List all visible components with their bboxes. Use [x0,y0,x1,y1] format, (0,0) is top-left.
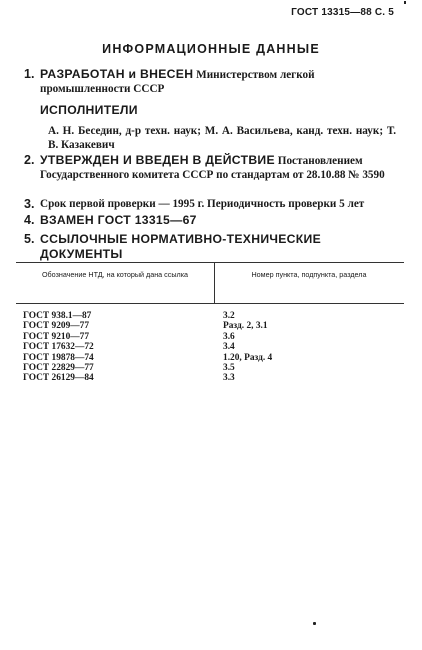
item-heading: ВЗАМЕН ГОСТ 13315—67 [40,213,197,227]
table-body [16,311,404,384]
item-5 [24,232,396,262]
item-heading: ССЫЛОЧНЫЕ НОРМАТИВНО-ТЕХНИЧЕСКИЕ ДОКУМЕНТЫ [40,232,322,261]
item-number: 1. [24,67,35,81]
item-2 [24,153,396,182]
executors-heading: ИСПОЛНИТЕЛИ [40,103,138,117]
cell-clause: 3.2 [223,311,235,321]
item-number: 4. [24,213,35,227]
item-text: Срок первой проверки — 1995 г. Периодичность проверки 5 лет [40,198,365,210]
cell-document: ГОСТ 938.1—87 [23,311,92,321]
item-1 [24,67,396,96]
print-mark [404,1,406,4]
cell-document: ГОСТ 26129—84 [23,373,94,384]
item-3 [24,197,396,211]
cell-document: ГОСТ 22829—77 [23,362,94,373]
cell-clause: 3.4 [223,342,235,353]
doc-title: ИНФОРМАЦИОННЫЕ ДАННЫЕ [102,42,320,56]
cell-document: ГОСТ 9210—77 [23,331,90,342]
cell-clause: 3.3 [223,373,235,384]
table-row [16,311,404,321]
item-4 [24,213,396,228]
cell-clause: 3.5 [223,362,235,373]
item-heading: УТВЕРЖДЕН И ВВЕДЕН В ДЕЙСТВИЕ [40,153,275,167]
cell-clause: 3.6 [223,331,235,342]
column-header-clause: Номер пункта, подпункта, раздела [251,270,367,279]
cell-document: ГОСТ 17632—72 [23,342,94,353]
table-row [16,332,404,342]
cell-document: ГОСТ 9209—77 [23,321,90,332]
item-text: Министерством легкой промышленности СССР [40,69,315,95]
print-speck [313,622,316,625]
item-number: 2. [24,153,35,167]
table-row [16,363,404,373]
references-table [16,262,404,384]
executors-list: А. Н. Беседин, д-р техн. наук; М. А. Васильева, канд. техн. наук; Т. В. Казакевич [48,125,396,151]
table-row [16,321,404,331]
table-row [16,373,404,383]
table-row [16,342,404,352]
item-text: Постановлением Государственного комитета СССР по стандартам от 28.10.88 № 3590 [40,155,385,181]
item-number: 5. [24,232,35,246]
item-number: 3. [24,197,35,211]
table-row [16,353,404,363]
item-heading: РАЗРАБОТАН и ВНЕСЕН [40,67,194,81]
table-header [16,262,404,304]
cell-clause: Разд. 2, 3.1 [223,321,268,332]
cell-clause: 1.20, Разд. 4 [223,352,273,363]
page-header: ГОСТ 13315—88 С. 5 [291,7,394,18]
column-header-document: Обозначение НТД, на который дана ссылка [41,270,189,279]
cell-document: ГОСТ 19878—74 [23,352,94,363]
column-divider [214,263,215,303]
